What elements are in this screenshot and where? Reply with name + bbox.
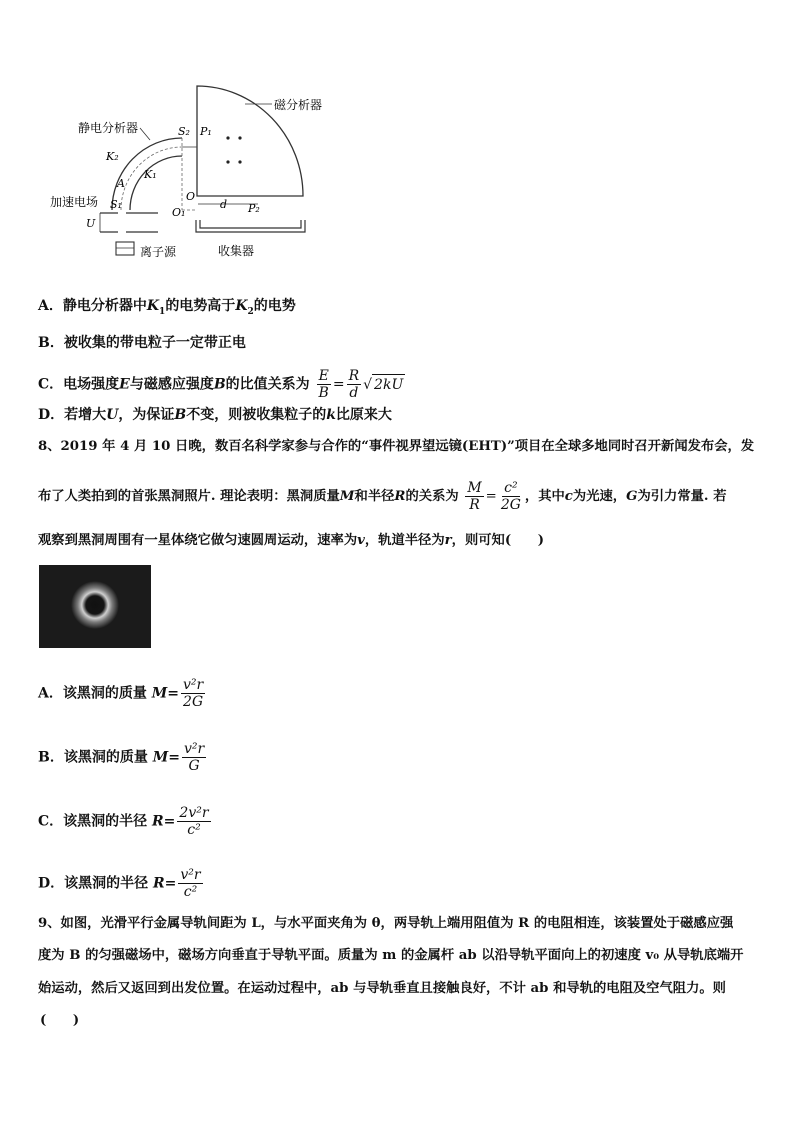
- svg-text:O₁: O₁: [172, 206, 186, 219]
- q9-line-1: 9、如图，光滑平行金属导轨间距为 L，与水平面夹角为 θ，两导轨上端用阻值为 R 的电阻相连，该装置处于磁感应强: [38, 916, 734, 931]
- svg-text:P₁: P₁: [200, 125, 212, 138]
- black-hole-photo: [39, 565, 151, 648]
- svg-text:S₂: S₂: [178, 125, 190, 138]
- svg-text:K₂: K₂: [106, 150, 119, 163]
- q8-line-2: 布了人类拍到的首张黑洞照片. 理论表明：黑洞质量M和半径R的关系为 $\frac{M}{R}$ = $\frac{\text{c²}}{2G}$ ，其中c为光速，G为引力常量. 若: [38, 480, 727, 513]
- collector-label: 收集器: [218, 244, 255, 258]
- q7-option-d: D．若增大U，为保证B不变，则被收集粒子的k比原来大: [38, 407, 392, 423]
- ion-source-label: 离子源: [140, 245, 177, 259]
- electrostatic-plate-k1: [130, 156, 182, 210]
- q8-option-a: A．该黑洞的质量 M= $\frac{\text{v²r}}{2G}$: [38, 677, 204, 710]
- q9-line-4: ( ): [40, 1013, 80, 1028]
- svg-text:A: A: [117, 177, 125, 190]
- q9-line-3: 始运动，然后又返回到出发位置。在运动过程中，ab 与导轨垂直且接触良好，不计 ab 和导轨的电阻及空气阻力。则: [38, 981, 726, 996]
- q8-option-d: D．该黑洞的半径 R= $\frac{\text{v²r}}{\text{c²}}$: [38, 867, 201, 900]
- collector-shape: [196, 220, 305, 232]
- mass-spectrometer-figure: [40, 80, 370, 270]
- q7-option-b: B．被收集的带电粒子一定带正电: [38, 335, 246, 351]
- svg-text:P₂: P₂: [248, 202, 260, 215]
- svg-text:U: U: [86, 217, 96, 230]
- ion-source-box: [116, 242, 134, 255]
- electrostatic-analyzer-label: 静电分析器: [78, 121, 139, 135]
- q7-option-c: C．电场强度E与磁感应强度B的比值关系为 $\frac{E}{B}$ = $\frac{R}{d}$ √ 2kU: [38, 368, 404, 401]
- q8-option-b: B．该黑洞的质量 M= $\frac{\text{v²r}}{G}$: [38, 741, 205, 774]
- svg-text:S₁: S₁: [110, 198, 122, 211]
- magnetic-analyzer-label: 磁分析器: [274, 98, 323, 112]
- q8-option-c: C．该黑洞的半径 R= $\frac{\text{2v²r}}{\text{c²}}$: [38, 805, 209, 838]
- svg-text:d: d: [220, 198, 228, 211]
- q8-line-1: 8、2019 年 4 月 10 日晚，数百名科学家参与合作的“事件视界望远镜(EHT)”项目在全球多地同时召开新闻发布会，发: [38, 439, 755, 454]
- q8-line-3: 观察到黑洞周围有一星体绕它做匀速圆周运动，速率为v，轨道半径为r，则可知( ): [38, 533, 545, 548]
- q7-option-a: A．静电分析器中$K_1$的电势高于$K_2$的电势: [38, 298, 296, 317]
- accelerating-field-label: 加速电场: [50, 195, 99, 209]
- svg-text:K₁: K₁: [144, 168, 157, 181]
- svg-text:O: O: [186, 190, 196, 203]
- q9-line-2: 度为 B 的匀强磁场中，磁场方向垂直于导轨平面。质量为 m 的金属杆 ab 以沿导轨平面向上的初速度 v₀ 从导轨底端开: [38, 948, 744, 963]
